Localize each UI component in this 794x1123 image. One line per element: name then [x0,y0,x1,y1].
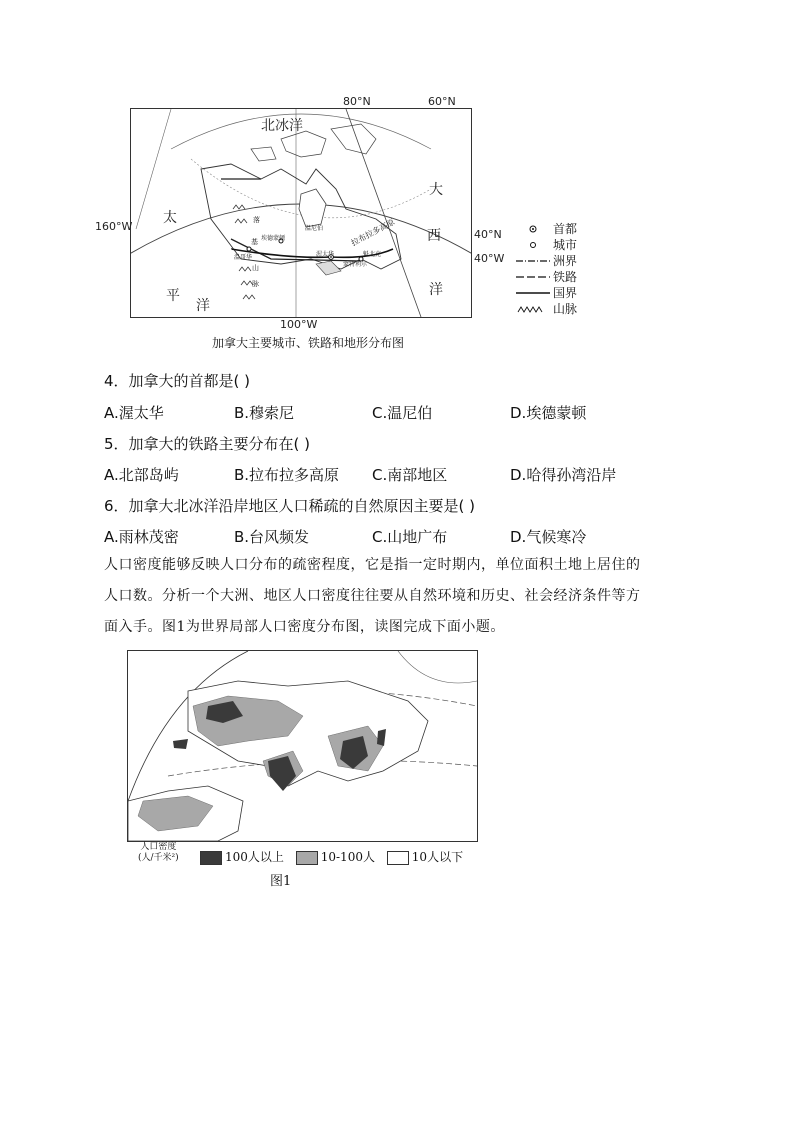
city-icon [515,239,551,249]
canada-map [130,108,472,318]
passage-line-3: 面入手。图1为世界局部人口密度分布图，读图完成下面小题。 [104,619,505,635]
density-legend-title [138,842,179,864]
legend-label: 城市 [553,237,578,252]
density-legend [200,848,463,865]
legend-label: 国界 [553,285,578,300]
legend-label-high: 100人以上 [225,850,284,864]
passage [104,550,694,643]
arctic-island [251,147,276,161]
legend-label: 洲界 [553,253,578,268]
map-edge-arc [398,651,477,683]
lon-label-40w: 40°W [474,252,505,265]
legend-row-capital [515,220,595,236]
arctic-ocean-label: 北冰洋 [261,118,303,134]
legend-label-medium: 10-100人 [320,850,375,864]
legend-row-continent-boundary [515,252,595,268]
greenland-outline [331,124,376,154]
place-label: 埃德蒙顿 [261,235,286,242]
legend-row-railway [515,268,595,284]
legend-label: 铁路 [553,269,578,284]
legend-swatch-low [387,851,409,865]
legend-swatch-medium [296,851,318,865]
question-4-option-a[interactable]: A.渥太华 [104,404,164,422]
density-legend-title-line-2: (人/千米²) [138,853,179,863]
place-label: 基 [251,238,258,246]
pacific-ocean-label-2: 平 [166,288,180,304]
population-density-map [127,650,478,842]
canada-map-caption: 加拿大主要城市、铁路和地形分布图 [212,336,405,350]
lon-label-160w: 160°W [95,220,133,233]
place-label: 脉 [252,280,259,288]
place-label: 落 [253,216,260,224]
pacific-ocean-label-1: 太 [163,210,177,226]
question-6-stem: 6．加拿大北冰洋沿岸地区人口稀疏的自然原因主要是( ) [104,497,476,515]
legend-row-mountain [515,300,595,316]
passage-line-2: 人口数。分析一个大洲、地区人口密度往往要从自然环境和历史、社会经济条件等方 [104,588,641,604]
density-legend-title-line-1: 人口密度 [140,842,177,852]
legend-label-low: 10人以下 [411,850,464,864]
question-5-option-c[interactable]: C.南部地区 [372,466,448,484]
question-4-stem: 4．加拿大的首都是( ) [104,372,251,390]
atlantic-ocean-label-3: 洋 [429,282,443,298]
lat-label-40n: 40°N [474,228,502,241]
place-label: 温哥华 [234,254,253,261]
legend-row-national-boundary [515,284,595,300]
legend-label: 首都 [553,221,578,236]
great-lakes [316,261,341,275]
atlantic-ocean-label-2: 西 [427,228,441,244]
passage-line-1: 人口密度能够反映人口分布的疏密程度，它是指一定时期内，单位面积土地上居住的 [104,557,641,573]
lon-label-100w: 100°W [280,318,318,331]
city-icon [247,247,251,251]
place-label: 渥太华 [316,251,335,258]
place-label: 蒙特利尔 [343,261,368,268]
railway-icon [515,271,551,281]
lat-label-60n: 60°N [428,95,456,108]
atlantic-ocean-label-1: 大 [429,182,443,198]
question-6-option-b[interactable]: B.台风频发 [234,528,310,546]
figure-1-caption: 图1 [270,874,292,889]
place-label: 魁北克 [363,251,382,258]
question-5-option-b[interactable]: B.拉布拉多高原 [234,466,340,484]
capital-icon [515,223,551,233]
question-6-option-d[interactable]: D.气候寒冷 [510,528,587,546]
legend-swatch-high [200,851,222,865]
question-5-option-d[interactable]: D.哈得孙湾沿岸 [510,466,617,484]
high-density-uk [173,739,188,749]
canada-map-legend [515,220,595,316]
legend-label: 山脉 [553,301,578,316]
hudson-bay [299,189,326,227]
legend-row-city [515,236,595,252]
continent-boundary-icon [515,255,551,265]
question-4-option-b[interactable]: B.穆索尼 [234,404,295,422]
question-4-option-d[interactable]: D.埃德蒙顿 [510,404,587,422]
question-5-stem: 5．加拿大的铁路主要分布在( ) [104,435,311,453]
question-6-option-a[interactable]: A.雨林茂密 [104,528,179,546]
place-label: 山 [252,264,259,272]
population-density-map-graphic [128,651,477,841]
lat-label-80n: 80°N [343,95,371,108]
pacific-ocean-label-3: 洋 [196,298,210,314]
question-5-option-a[interactable]: A.北部岛屿 [104,466,179,484]
question-4-option-c[interactable]: C.温尼伯 [372,404,433,422]
place-label: 拉布拉多高原 [349,217,397,248]
question-6-option-c[interactable]: C.山地广布 [372,528,448,546]
mountain-icon [515,303,551,313]
national-boundary-icon [515,287,551,297]
canada-map-graphic [131,109,471,317]
place-label: 温尼伯 [305,225,324,232]
